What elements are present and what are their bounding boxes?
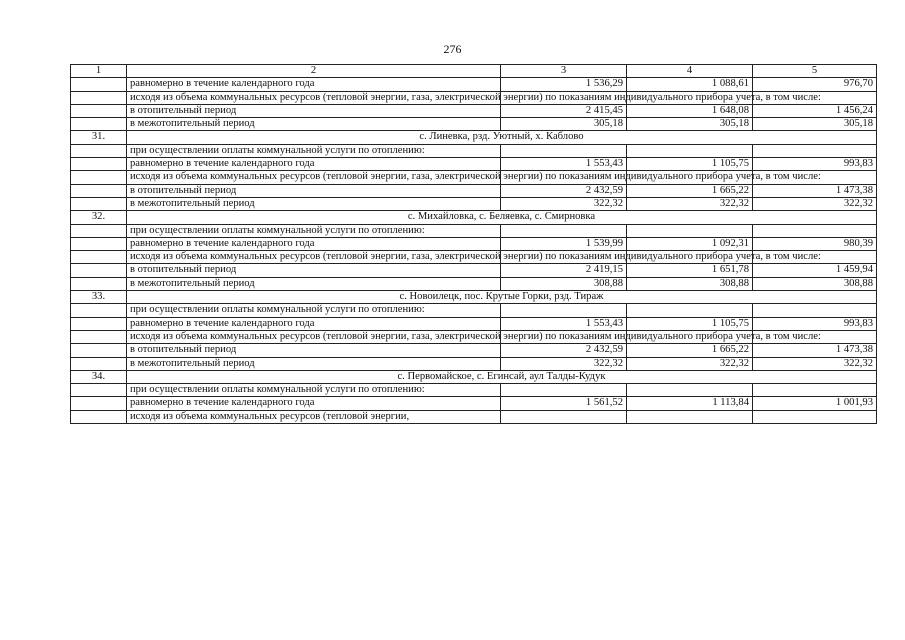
table-row xyxy=(71,277,877,290)
tariff-value-col3: 2 432,59 xyxy=(501,184,627,197)
table-row xyxy=(71,344,877,357)
tariff-value-col4: 322,32 xyxy=(627,357,753,370)
tariff-value-col3: 1 553,43 xyxy=(501,158,627,171)
row-number xyxy=(71,264,127,277)
locality-name: с. Михайловка, с. Беляевка, с. Смирновка xyxy=(127,211,877,224)
table-row xyxy=(71,330,877,343)
tariff-value-col4: 1 113,84 xyxy=(627,397,753,410)
tariff-value-col5: 993,83 xyxy=(753,158,877,171)
tariff-value-col5: 322,32 xyxy=(753,357,877,370)
tariff-value-col5: 1 456,24 xyxy=(753,104,877,117)
row-label: при осуществлении оплаты коммунальной услуги по отоплению: xyxy=(127,304,501,317)
row-number xyxy=(71,357,127,370)
row-number xyxy=(71,197,127,210)
row-label: равномерно в течение календарного года xyxy=(127,397,501,410)
column-header: 2 xyxy=(127,65,501,78)
row-label: в отопительный период xyxy=(127,184,501,197)
tariff-table-body xyxy=(71,65,877,424)
column-header: 5 xyxy=(753,65,877,78)
tariff-value-col5: 305,18 xyxy=(753,118,877,131)
tariff-value-col3: 322,32 xyxy=(501,357,627,370)
locality-row xyxy=(71,131,877,144)
row-number: 32. xyxy=(71,211,127,224)
row-label: при осуществлении оплаты коммунальной услуги по отоплению: xyxy=(127,144,501,157)
tariff-table xyxy=(70,64,877,424)
table-row xyxy=(71,237,877,250)
tariff-value-col4 xyxy=(627,144,753,157)
tariff-value-col4: 1 665,22 xyxy=(627,184,753,197)
table-row xyxy=(71,357,877,370)
row-number: 33. xyxy=(71,291,127,304)
tariff-value-col3 xyxy=(501,144,627,157)
row-number xyxy=(71,184,127,197)
tariff-value-col5: 993,83 xyxy=(753,317,877,330)
table-row xyxy=(71,384,877,397)
table-row xyxy=(71,91,877,104)
table-row xyxy=(71,171,877,184)
table-row xyxy=(71,410,877,423)
row-number xyxy=(71,317,127,330)
tariff-value-col3 xyxy=(501,384,627,397)
row-number: 34. xyxy=(71,370,127,383)
row-number xyxy=(71,171,127,184)
row-label: равномерно в течение календарного года xyxy=(127,237,501,250)
tariff-value-col4: 1 648,08 xyxy=(627,104,753,117)
tariff-value-col3: 1 539,99 xyxy=(501,237,627,250)
row-label: исходя из объема коммунальных ресурсов (тепловой энергии, газа, электрической энергии) по показаниям индивидуального прибора учета, в том числе: xyxy=(127,330,501,343)
tariff-value-col3: 2 419,15 xyxy=(501,264,627,277)
tariff-value-col4: 1 105,75 xyxy=(627,158,753,171)
tariff-value-col3: 2 415,45 xyxy=(501,104,627,117)
row-label: равномерно в течение календарного года xyxy=(127,158,501,171)
tariff-value-col5: 1 459,94 xyxy=(753,264,877,277)
row-number xyxy=(71,104,127,117)
row-label: в межотопительный период xyxy=(127,277,501,290)
row-number xyxy=(71,251,127,264)
table-row xyxy=(71,264,877,277)
tariff-value-col4: 1 105,75 xyxy=(627,317,753,330)
row-number xyxy=(71,277,127,290)
locality-name: с. Линевка, рзд. Уютный, х. Каблово xyxy=(127,131,877,144)
tariff-value-col4: 1 651,78 xyxy=(627,264,753,277)
row-label: в отопительный период xyxy=(127,264,501,277)
table-row xyxy=(71,197,877,210)
row-number xyxy=(71,397,127,410)
table-row xyxy=(71,118,877,131)
table-row xyxy=(71,184,877,197)
table-row xyxy=(71,317,877,330)
column-header: 1 xyxy=(71,65,127,78)
locality-name: с. Первомайское, с. Егинсай, аул Талды-Кудук xyxy=(127,370,877,383)
table-row xyxy=(71,144,877,157)
row-number xyxy=(71,330,127,343)
row-label: в отопительный период xyxy=(127,344,501,357)
table-row xyxy=(71,251,877,264)
row-number xyxy=(71,237,127,250)
table-row xyxy=(71,304,877,317)
tariff-value-col4 xyxy=(627,384,753,397)
table-row xyxy=(71,224,877,237)
tariff-value-col5: 980,39 xyxy=(753,237,877,250)
tariff-value-col3 xyxy=(501,410,627,423)
row-number xyxy=(71,304,127,317)
table-row xyxy=(71,158,877,171)
tariff-value-col3 xyxy=(501,224,627,237)
column-header: 3 xyxy=(501,65,627,78)
row-number xyxy=(71,224,127,237)
table-row xyxy=(71,78,877,91)
row-label: исходя из объема коммунальных ресурсов (тепловой энергии, газа, электрической энергии) по показаниям индивидуального прибора учета, в том числе: xyxy=(127,171,501,184)
row-label: при осуществлении оплаты коммунальной услуги по отоплению: xyxy=(127,384,501,397)
row-label: в отопительный период xyxy=(127,104,501,117)
tariff-value-col5: 322,32 xyxy=(753,197,877,210)
tariff-value-col4 xyxy=(627,224,753,237)
row-number xyxy=(71,158,127,171)
tariff-value-col3: 1 561,52 xyxy=(501,397,627,410)
tariff-value-col5 xyxy=(753,144,877,157)
column-header: 4 xyxy=(627,65,753,78)
tariff-value-col5 xyxy=(753,410,877,423)
row-label: исходя из объема коммунальных ресурсов (тепловой энергии, xyxy=(127,410,501,423)
table-row xyxy=(71,397,877,410)
tariff-value-col3: 1 536,29 xyxy=(501,78,627,91)
locality-row xyxy=(71,211,877,224)
locality-name: с. Новоилецк, пос. Крутые Горки, рзд. Тираж xyxy=(127,291,877,304)
row-number xyxy=(71,78,127,91)
row-label: при осуществлении оплаты коммунальной услуги по отоплению: xyxy=(127,224,501,237)
tariff-value-col5: 1 473,38 xyxy=(753,344,877,357)
tariff-value-col3: 2 432,59 xyxy=(501,344,627,357)
table-row xyxy=(71,104,877,117)
row-label: в межотопительный период xyxy=(127,197,501,210)
tariff-value-col3 xyxy=(501,304,627,317)
locality-row xyxy=(71,370,877,383)
row-number xyxy=(71,144,127,157)
row-number xyxy=(71,344,127,357)
tariff-value-col5 xyxy=(753,224,877,237)
tariff-value-col4: 1 665,22 xyxy=(627,344,753,357)
row-label: в межотопительный период xyxy=(127,357,501,370)
tariff-value-col3: 1 553,43 xyxy=(501,317,627,330)
tariff-value-col4: 308,88 xyxy=(627,277,753,290)
tariff-value-col3: 308,88 xyxy=(501,277,627,290)
tariff-value-col4 xyxy=(627,410,753,423)
tariff-value-col3: 305,18 xyxy=(501,118,627,131)
row-number: 31. xyxy=(71,131,127,144)
row-number xyxy=(71,410,127,423)
row-number xyxy=(71,118,127,131)
tariff-value-col5 xyxy=(753,384,877,397)
tariff-value-col5: 1 473,38 xyxy=(753,184,877,197)
tariff-value-col5: 1 001,93 xyxy=(753,397,877,410)
tariff-value-col4 xyxy=(627,304,753,317)
tariff-value-col5: 976,70 xyxy=(753,78,877,91)
tariff-value-col5: 308,88 xyxy=(753,277,877,290)
row-label: в межотопительный период xyxy=(127,118,501,131)
tariff-value-col5 xyxy=(753,304,877,317)
tariff-value-col4: 322,32 xyxy=(627,197,753,210)
tariff-value-col4: 1 092,31 xyxy=(627,237,753,250)
tariff-value-col3: 322,32 xyxy=(501,197,627,210)
tariff-value-col4: 305,18 xyxy=(627,118,753,131)
row-label: равномерно в течение календарного года xyxy=(127,78,501,91)
row-label: равномерно в течение календарного года xyxy=(127,317,501,330)
tariff-value-col4: 1 088,61 xyxy=(627,78,753,91)
page-number: 276 xyxy=(443,42,462,56)
row-label: исходя из объема коммунальных ресурсов (тепловой энергии, газа, электрической энергии) по показаниям индивидуального прибора учета, в том числе: xyxy=(127,251,501,264)
row-number xyxy=(71,91,127,104)
table-header-row xyxy=(71,65,877,78)
row-number xyxy=(71,384,127,397)
locality-row xyxy=(71,291,877,304)
row-label: исходя из объема коммунальных ресурсов (тепловой энергии, газа, электрической энергии) по показаниям индивидуального прибора учета, в том числе: xyxy=(127,91,501,104)
